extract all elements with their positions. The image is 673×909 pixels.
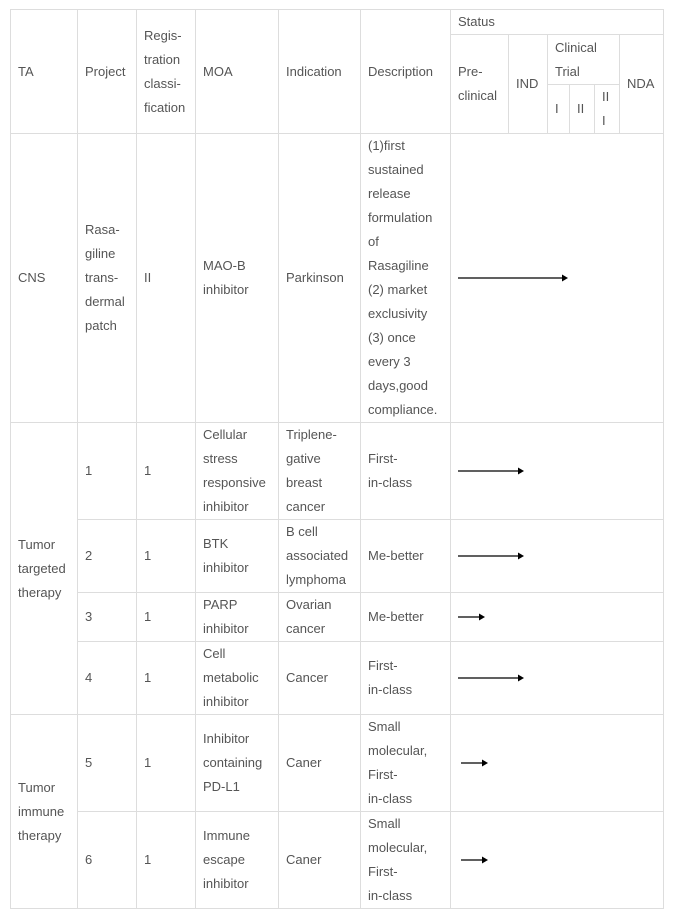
header-moa: MOA xyxy=(196,10,279,134)
table-row xyxy=(11,423,664,520)
header-registration: Regis- tration classi- fication xyxy=(137,10,196,134)
status-cell xyxy=(451,520,664,593)
header-ind: IND xyxy=(509,35,548,134)
table-row xyxy=(11,134,664,423)
header-preclinical: Pre- clinical xyxy=(451,35,509,134)
header-phase-2: II xyxy=(570,85,595,134)
progress-arrow xyxy=(458,273,568,283)
moa-cell: Cellular stress responsive inhibitor xyxy=(196,423,279,520)
indication-cell: Ovarian cancer xyxy=(279,593,361,642)
header-indication: Indication xyxy=(279,10,361,134)
progress-arrow xyxy=(461,758,488,768)
project-cell: 3 xyxy=(78,593,137,642)
description-cell: (1)first sustained release formulation of Rasagiline (2) market exclusivity (3) once every 3 days,good compliance. xyxy=(361,134,451,423)
status-cell xyxy=(451,642,664,715)
header-phase-3: III xyxy=(595,85,620,134)
progress-arrow xyxy=(458,551,524,561)
header-phase-1: I xyxy=(548,85,570,134)
header-ta: TA xyxy=(11,10,78,134)
registration-cell: 1 xyxy=(137,642,196,715)
indication-cell: B cell associated lymphoma xyxy=(279,520,361,593)
indication-cell: Caner xyxy=(279,812,361,909)
progress-arrow xyxy=(458,612,485,622)
description-cell: Small molecular, First- in-class xyxy=(361,715,451,812)
table-row xyxy=(11,520,664,593)
table-row xyxy=(11,812,664,909)
moa-cell: Immune escape inhibitor xyxy=(196,812,279,909)
header-status: Status xyxy=(451,10,664,35)
moa-cell: Inhibitor containing PD-L1 xyxy=(196,715,279,812)
indication-cell: Triplene- gative breast cancer xyxy=(279,423,361,520)
project-cell: Rasa- giline trans- dermal patch xyxy=(78,134,137,423)
project-cell: 5 xyxy=(78,715,137,812)
project-cell: 2 xyxy=(78,520,137,593)
status-cell xyxy=(451,423,664,520)
project-cell: 4 xyxy=(78,642,137,715)
description-cell: First- in-class xyxy=(361,423,451,520)
registration-cell: 1 xyxy=(137,812,196,909)
progress-arrow xyxy=(461,855,488,865)
pipeline-table xyxy=(10,9,664,909)
indication-cell: Caner xyxy=(279,715,361,812)
header-description: Description xyxy=(361,10,451,134)
header-clinical-trial: Clinical Trial xyxy=(548,35,620,85)
table-row xyxy=(11,593,664,642)
status-cell xyxy=(451,812,664,909)
project-cell: 1 xyxy=(78,423,137,520)
project-cell: 6 xyxy=(78,812,137,909)
moa-cell: PARP inhibitor xyxy=(196,593,279,642)
status-cell xyxy=(451,134,664,423)
description-cell: Small molecular, First- in-class xyxy=(361,812,451,909)
registration-cell: 1 xyxy=(137,423,196,520)
ta-group-tumor-targeted: Tumor targeted therapy xyxy=(11,423,78,715)
table-row xyxy=(11,715,664,812)
progress-arrow xyxy=(458,466,524,476)
ta-group-tumor-immune: Tumor immune therapy xyxy=(11,715,78,909)
description-cell: First- in-class xyxy=(361,642,451,715)
header-project: Project xyxy=(78,10,137,134)
header-nda: NDA xyxy=(620,35,664,134)
moa-cell: BTK inhibitor xyxy=(196,520,279,593)
registration-cell: 1 xyxy=(137,520,196,593)
status-cell xyxy=(451,593,664,642)
status-cell xyxy=(451,715,664,812)
description-cell: Me-better xyxy=(361,593,451,642)
indication-cell: Parkinson xyxy=(279,134,361,423)
registration-cell: 1 xyxy=(137,593,196,642)
registration-cell: 1 xyxy=(137,715,196,812)
table-row xyxy=(11,642,664,715)
progress-arrow xyxy=(458,673,524,683)
moa-cell: MAO-B inhibitor xyxy=(196,134,279,423)
registration-cell: II xyxy=(137,134,196,423)
description-cell: Me-better xyxy=(361,520,451,593)
moa-cell: Cell metabolic inhibitor xyxy=(196,642,279,715)
indication-cell: Cancer xyxy=(279,642,361,715)
ta-group-cns: CNS xyxy=(11,134,78,423)
